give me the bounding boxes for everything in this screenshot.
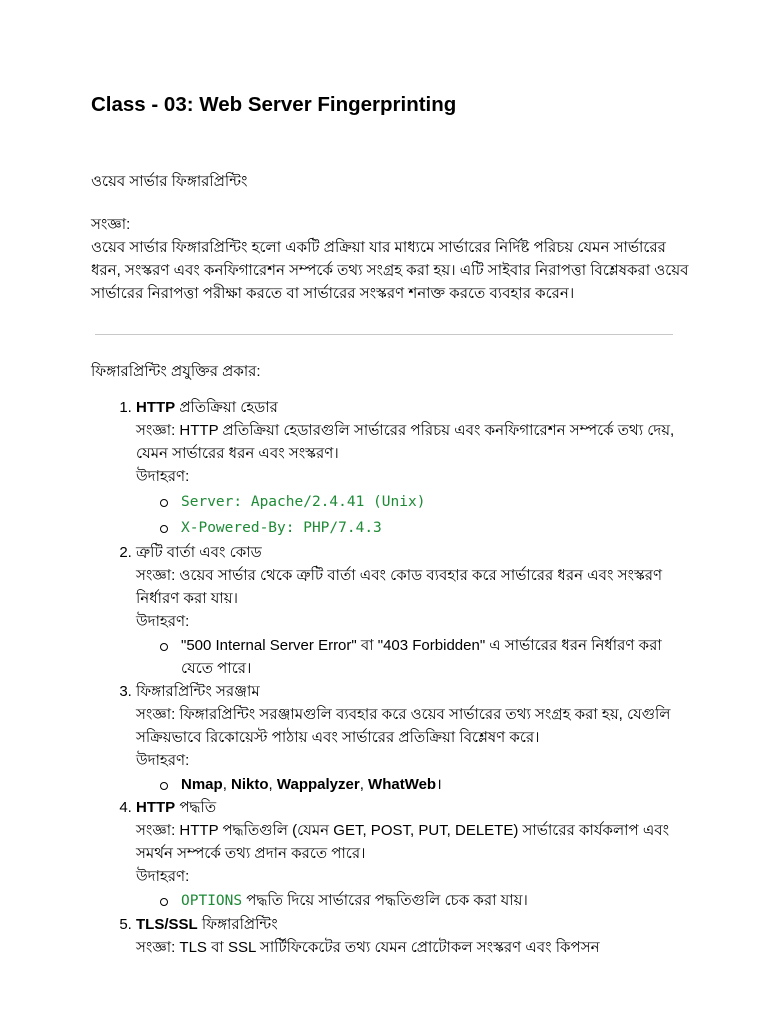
type-title-text: পদ্ধতি	[175, 799, 217, 816]
example-code: X-Powered-By: PHP/7.4.3	[181, 520, 382, 536]
definition-section	[91, 213, 691, 305]
tool-name: Wappalyzer	[276, 776, 360, 793]
types-list	[91, 396, 691, 959]
example-code: Server: Apache/2.4.41 (Unix)	[181, 494, 426, 510]
example-label: উদাহরণ:	[136, 752, 190, 769]
example-item	[160, 773, 691, 796]
type-definition: সংজ্ঞা: ওয়েব সার্ভার থেকে ত্রুটি বার্তা এবং কোড ব্যবহার করে সার্ভারের ধরন এবং সংস্করণ নির্ধারণ করা যায়।	[136, 567, 663, 607]
type-title-bold: TLS/SSL	[136, 916, 198, 933]
example-code: OPTIONS	[181, 893, 243, 909]
type-item	[136, 541, 691, 680]
type-title	[136, 541, 691, 564]
type-definition: সংজ্ঞা: TLS বা SSL সার্টিফিকেটের তথ্য যেমন প্রোটোকল সংস্করণ এবং কিপসন	[136, 939, 600, 956]
page-title: Class - 03: Web Server Fingerprinting	[91, 93, 457, 116]
example-label: উদাহরণ:	[136, 613, 190, 630]
example-label: উদাহরণ:	[136, 868, 190, 885]
type-title-text: ফিঙ্গারপ্রিন্টিং সরঞ্জাম	[136, 683, 260, 700]
tool-separator: ,	[359, 776, 369, 793]
example-item	[160, 515, 691, 541]
tool-name: Nikto	[231, 776, 269, 793]
section-divider	[95, 334, 673, 335]
example-text: "500 Internal Server Error" বা "403 Forbidden" এ সার্ভারের ধরন নির্ধারণ করা যেতে পারে।	[181, 637, 662, 677]
definition-label: সংজ্ঞা:	[91, 216, 131, 233]
tools-end: ।	[436, 776, 442, 793]
example-item	[160, 634, 691, 680]
type-title-bold: HTTP	[136, 399, 176, 416]
type-definition: সংজ্ঞা: HTTP পদ্ধতিগুলি (যেমন GET, POST, PUT, DELETE) সার্ভারের কার্যকলাপ এবং সমর্থন সম্পর্কে তথ্য প্রদান করতে পারে।	[136, 822, 670, 862]
document-page	[91, 90, 691, 959]
type-item	[136, 680, 691, 796]
tool-name: WhatWeb	[368, 776, 437, 793]
type-item	[136, 913, 691, 959]
example-item	[160, 889, 691, 913]
type-title	[136, 680, 691, 703]
tool-separator: ,	[268, 776, 277, 793]
type-item	[136, 396, 691, 541]
tool-separator: ,	[222, 776, 232, 793]
type-definition: সংজ্ঞা: ফিঙ্গারপ্রিন্টিং সরঞ্জামগুলি ব্যবহার করে ওয়েব সার্ভারের তথ্য সংগ্রহ করা হয়, যেগুলি সক্রিয়ভাবে রিকোয়েস্ট পাঠায় এবং সার্ভারের প্রতিক্রিয়া বিশ্লেষণ করে।	[136, 706, 671, 746]
example-text: পদ্ধতি দিয়ে সার্ভারের পদ্ধতিগুলি চেক করা যায়।	[242, 892, 528, 909]
type-title-text: ত্রুটি বার্তা এবং কোড	[136, 544, 262, 561]
examples-list	[136, 773, 691, 796]
example-label: উদাহরণ:	[136, 468, 190, 485]
type-title	[136, 396, 691, 419]
type-title	[136, 913, 691, 936]
tool-name: Nmap	[181, 776, 223, 793]
document-subtitle: ওয়েব সার্ভার ফিঙ্গারপ্রিন্টিং	[91, 173, 248, 190]
examples-list	[136, 634, 691, 680]
types-heading: ফিঙ্গারপ্রিন্টিং প্রযুক্তির প্রকার:	[91, 363, 261, 380]
type-title-text: প্রতিক্রিয়া হেডার	[175, 399, 278, 416]
example-item	[160, 489, 691, 515]
type-title-bold: HTTP	[136, 799, 176, 816]
type-title-text: ফিঙ্গারপ্রিন্টিং	[197, 916, 278, 933]
definition-text: ওয়েব সার্ভার ফিঙ্গারপ্রিন্টিং হলো একটি প্রক্রিয়া যার মাধ্যমে সার্ভারের নির্দিষ্ট পরিচয় যেমন সার্ভারের ধরন, সংস্করণ এবং কনফিগারেশন সম্পর্কে তথ্য সংগ্রহ করা হয়। এটি সাইবার নিরাপত্তা বিশ্লেষকরা ওয়েব সার্ভারের নিরাপত্তা পরীক্ষা করতে বা সার্ভারের সংস্করণ শনাক্ত করতে ব্যবহার করেন।	[91, 239, 689, 302]
examples-list	[136, 489, 691, 541]
examples-list	[136, 889, 691, 913]
type-title	[136, 796, 691, 819]
type-item	[136, 796, 691, 913]
type-definition: সংজ্ঞা: HTTP প্রতিক্রিয়া হেডারগুলি সার্ভারের পরিচয় এবং কনফিগারেশন সম্পর্কে তথ্য দেয়, যেমন সার্ভারের ধরন এবং সংস্করণ।	[136, 422, 675, 462]
